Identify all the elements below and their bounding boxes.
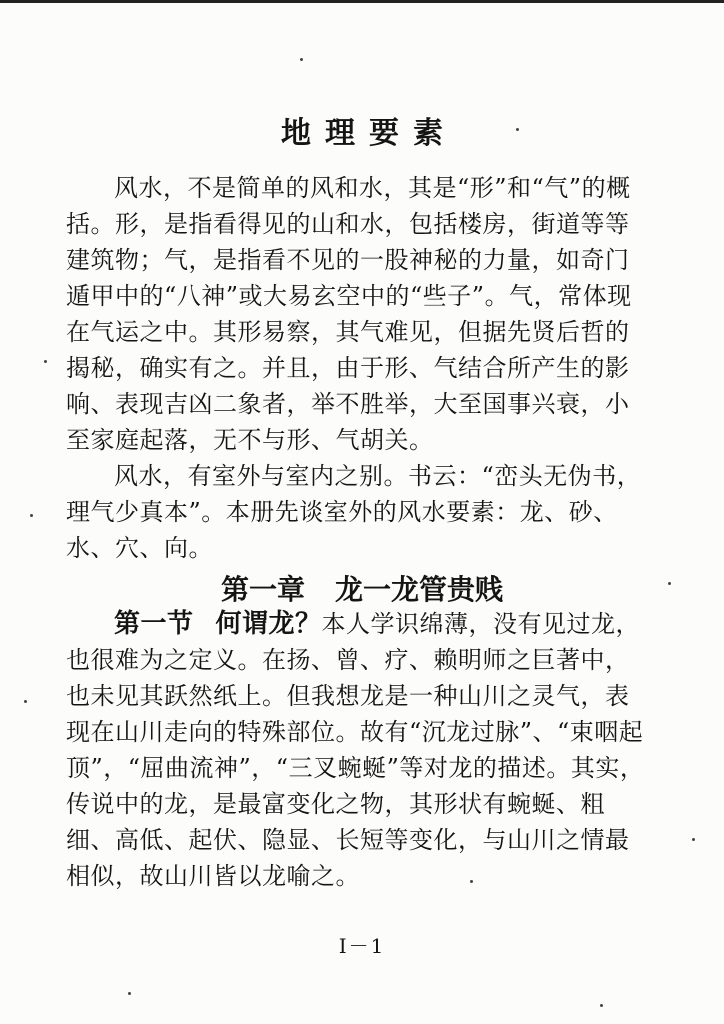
scan-speck [128, 992, 131, 995]
section-title: 何谓龙？ [215, 609, 322, 639]
chapter-title: 龙一龙管贵贱 [335, 573, 504, 606]
scan-speck [470, 880, 473, 883]
section-paragraph [66, 606, 652, 894]
scan-speck [24, 700, 27, 703]
scan-speck [692, 838, 695, 841]
scan-speck [44, 360, 47, 363]
top-border-rule [0, 0, 724, 3]
scan-speck [516, 128, 519, 131]
scan-speck [600, 1004, 603, 1007]
scan-speck [300, 58, 303, 61]
paragraph-indoor-outdoor: 风水，有室外与室内之别。书云：“峦头无伪书，理气少真本”。本册先谈室外的风水要素：龙、砂、水、穴、向。 [66, 462, 642, 562]
chapter-label: 第一章 [220, 573, 305, 606]
section-label: 第一节 [114, 609, 194, 639]
scan-speck [668, 582, 671, 585]
page-number: I－1 [338, 934, 386, 958]
scan-speck [30, 514, 33, 517]
paragraph-intro: 风水，不是简单的风和水，其是“形”和“气”的概括。形，是指看得见的山和水，包括楼房，街道等等建筑物；气，是指看不见的一股神秘的力量，如奇门遁甲中的“八神”或大易玄空中的“些子”。气，常体现在气运之中。其形易察，其气难见，但据先贤后哲的揭秘，确实有之。并且，由于形、气结合所产生的影响、表现吉凶二象者，举不胜举，大至国事兴衰，小至家庭起落，无不与形、气胡关。 [66, 174, 632, 454]
page-title: 地理要素 [281, 116, 457, 151]
chapter-heading [0, 568, 724, 608]
section-body-text: 本人学识绵薄，没有见过龙，也很难为之定义。在扬、曾、疗、赖明师之巨著中，也未见其跃然纸上。但我想龙是一种山川之灵气，表现在山川走向的特殊部位。故有“沉龙过脉”、“束咽起顶”，“屈曲流神”，“三叉蜿蜒”等对龙的描述。其实，传说中的龙，是最富变化之物，其形状有蜿蜒、粗细、高低、起伏、隐显、长短等变化，与山川之情最相似，故山川皆以龙喻之。 [66, 610, 645, 890]
